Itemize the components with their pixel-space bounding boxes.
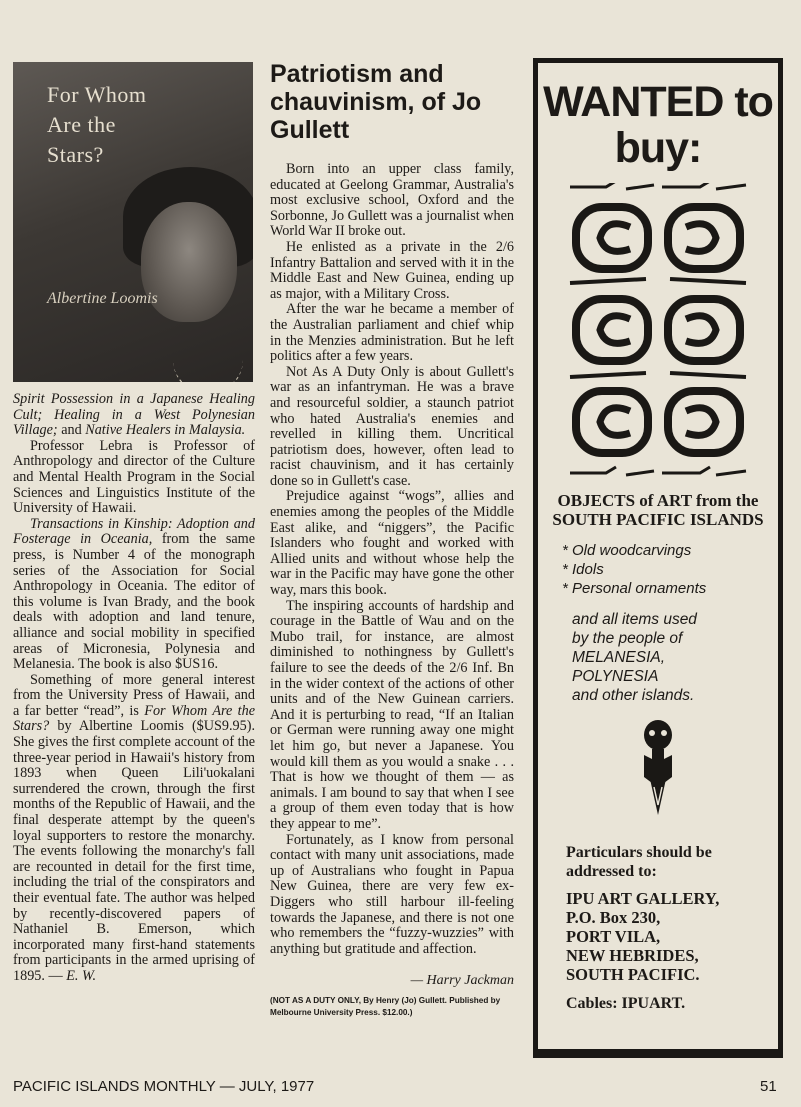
advertisement-box <box>533 58 783 1058</box>
paragraph: Fortunately, as I know from personal contact with many unit associations, made up of Australians who fought in Papua New Guinea, there are very few ex-Diggers who still harbour ill-feeling towards the Japanese, and there is not one who remembers the “fuzzy-wuzzies” with anything but gratitude and affection. <box>270 831 514 957</box>
paragraph <box>13 517 255 673</box>
paragraph: Not As A Duty Only is about Gullett's war as an infantryman. He was a brave and resourceful soldier, a staunch patriot who hated Australia's enemies and revelled in killing them. Uncritical patriotism does, however, often lead to racist chauvinism, and it has certainly done so in Gullett's case. <box>270 363 514 489</box>
paragraph <box>13 392 255 439</box>
list-item: * Idols <box>562 560 778 579</box>
list-item: * Personal ornaments <box>562 579 778 598</box>
footer-masthead: PACIFIC ISLANDS MONTHLY — JULY, 1977 <box>13 1078 315 1095</box>
paragraph: Born into an upper class family, educated at Geelong Grammar, Australia's most exclusive school, Oxford and the Sorbonne, Jo Gullett was a journalist when World War II broke out. <box>270 161 514 240</box>
book-title: Transactions in Kinship: Adoption and Fosterage in Oceania, <box>13 515 255 548</box>
paragraph: Prejudice against “wogs”, allies and enemies among the peoples of the Middle East alike, and “niggers”, the Pacific Islanders who fought and worked with Allied units and without whose help the war in the Pacific may have gone the other way, mars this book. <box>270 488 514 599</box>
book-title: Native Healers in Malaysia. <box>85 422 246 439</box>
book-titles: Spirit Possession in a Japanese Healing Cult; Healing in a West Polynesian Village; <box>13 391 255 439</box>
text-run: and <box>57 422 86 439</box>
review-headline: Patriotism and chauvinism, of Jo Gullett <box>270 60 482 144</box>
list-item: * Old woodcarvings <box>562 541 778 560</box>
tribal-motif-icon <box>566 183 750 479</box>
ad-particulars: Particulars should be addressed to: <box>566 844 712 880</box>
text-run: from the same press, is Number 4 of the monograph series of the Association for Social Anthropology in Oceania. The editor of this volume is Ivan Brady, and the book deals with adoption and land tenure, alliance and social mobility in specified areas of Micronesia, Polynesia and Melanesia. The book is also $US16. <box>13 531 256 673</box>
ad-objects-heading: OBJECTS of ART from the SOUTH PACIFIC ISLANDS <box>552 491 764 529</box>
book-title: For Whom Are the Stars? <box>13 702 255 735</box>
review-column <box>270 60 514 1019</box>
paragraph: The inspiring accounts of hardship and courage in the Battle of Wau and on the Mubo trail, for instance, are almost diminished to nothingness by Gullett's failure to see the deeds of the 2/6 Inf. Bn in the wider context of the actions of other units and of the New Guinean carriers. And it is perturbing to read, “If an Italian or German were running away one might let him go, but never a Japanese. You would kill them as you would a snake . . . That is how we thought of them — as animals. I am bound to say that when I see a group of them even today that is how they appear to me”. <box>270 597 514 832</box>
ad-headline: WANTED to buy: <box>543 78 773 172</box>
paragraph <box>13 673 255 985</box>
review-signature: — Harry Jackman <box>410 973 514 989</box>
text-run: by Albertine Loomis ($US9.95). She gives the first complete account of the three-year period in Hawaii's history from 1893 when Queen Lili'uokalani surrendered the crown, through the first months of the Republic of Hawaii, and the final desperate attempt by the queen's loyal supporters to restore the monarchy. The events following the monarchy's fall are recounted in detail for the first time, including the trial of the conspirators and their eventual fate. The author was helped by recently-discovered papers of Nathaniel B. Emerson, which incorporated many first-hand statements from participants in the armed uprising of 1895. — <box>13 718 255 984</box>
text-run: Something of more general interest from the University Press of Hawaii, and a far better “read”, is <box>13 671 255 719</box>
ad-address: IPU ART GALLERY, P.O. Box 230, PORT VILA, NEW HEBRIDES, SOUTH PACIFIC. <box>566 889 720 984</box>
ad-items-text: and all items used by the people of MELANESIA, POLYNESIA and other islands. <box>572 611 697 704</box>
cover-portrait-lei <box>173 352 243 382</box>
cover-author: Albertine Loomis <box>47 290 158 307</box>
paragraph: After the war he became a member of the Australian parliament and chief whip in the Menzies administration. But he left politics after a few years. <box>270 301 514 365</box>
ad-cables: Cables: IPUART. <box>566 995 686 1012</box>
paragraph: He enlisted as a private in the 2/6 Infantry Battalion and served with it in the Middle East and New Guinea, ending up as major, with a Military Cross. <box>270 238 514 302</box>
book-cover-image <box>13 62 253 382</box>
left-column <box>13 62 255 985</box>
carved-figure-icon <box>638 719 678 817</box>
page-number: 51 <box>760 1078 777 1095</box>
book-credit: (NOT AS A DUTY ONLY, By Henry (Jo) Gullett. Published by Melbourne University Press. $12.00.) <box>270 996 501 1018</box>
ad-item-list <box>562 541 778 598</box>
review-body <box>270 162 514 957</box>
left-column-text <box>13 392 255 985</box>
cover-title: For Whom Are the Stars? <box>47 82 147 167</box>
reviewer-initials: E. W. <box>66 967 97 984</box>
paragraph: Professor Lebra is Professor of Anthropology and director of the Culture and Mental Health Program in the Social Sciences and Linguistics Institute of the University of Hawaii. <box>13 437 255 517</box>
